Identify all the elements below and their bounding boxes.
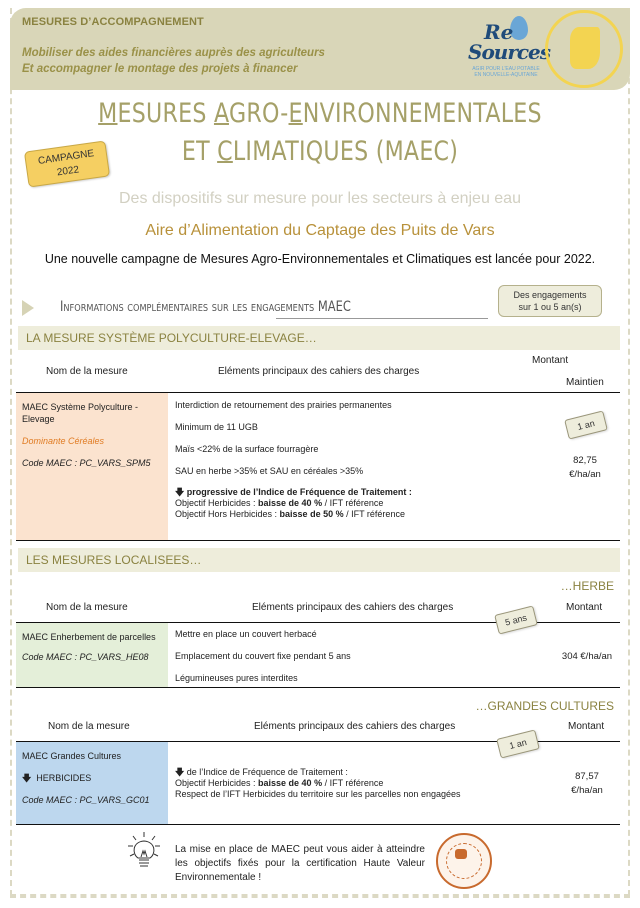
amount-value: 82,75: [573, 455, 597, 466]
ift-label: Objectif Herbicides :: [175, 778, 259, 788]
ift-line: Respect de l’IFT Herbicides du territoire sur les parcelles non engagées: [175, 789, 461, 799]
engagement-line1: Des engagements: [513, 290, 587, 300]
ift-value: baisse de 50 %: [279, 509, 344, 519]
play-arrow-icon: [22, 300, 34, 316]
col-header-amount: Montant: [532, 355, 569, 366]
subtitle-gold: Aire d’Alimentation du Captage des Puits de Vars: [145, 222, 495, 239]
page-title-line1: [58, 98, 583, 129]
title-part: NVIRONNEMENTALES: [302, 98, 542, 129]
table-rule: [16, 540, 620, 541]
amount-value: 87,57: [575, 771, 599, 782]
subtitle-gray: Des dispositifs sur mesure pour les secteurs à enjeu eau: [119, 190, 521, 207]
page-title-line2: [58, 136, 583, 167]
engagement-line2: sur 1 ou 5 an(s): [518, 302, 582, 312]
title-part: ESURES: [117, 98, 214, 129]
measure-dominante: Dominante Céréales: [22, 436, 105, 446]
title-initial-e: E: [288, 98, 303, 129]
section-band-polyculture: LA MESURE SYSTÈME POLYCULTURE-ELEVAGE…: [18, 326, 620, 350]
element-line: Légumineuses pures interdites: [175, 673, 298, 683]
amount-unit: €/ha/an: [571, 785, 603, 796]
col-header-elements: Eléments principaux des cahiers des charges: [254, 721, 456, 732]
table-rule: [16, 687, 620, 688]
ift-label: Objectif Hors Herbicides :: [175, 509, 280, 519]
logo-re-text: Re: [484, 20, 514, 44]
header-kicker: MESURES D’ACCOMPAGNEMENT: [22, 16, 204, 28]
measure-name-cell: [16, 623, 168, 687]
section-band-localisees: LES MESURES LOCALISEES…: [18, 548, 620, 572]
resources-logo: [466, 14, 551, 86]
measure-name: MAEC Enherbement de parcelles: [22, 632, 156, 642]
element-line: Minimum de 11 UGB: [175, 422, 258, 432]
herbicides-label: HERBICIDES: [36, 773, 92, 783]
logo-sources-text: Sources: [468, 40, 551, 64]
duration-tag: 1 an: [496, 729, 540, 758]
title-part: ET: [181, 136, 218, 167]
title-initial-a: A: [213, 98, 229, 129]
down-arrow-icon: 🡇: [22, 773, 32, 783]
amount-cell: [560, 454, 610, 482]
ift-line: [175, 778, 515, 789]
col-header-elements: Eléments principaux des cahiers des charges: [218, 366, 420, 377]
element-line: Interdiction de retournement des prairies permanentes: [175, 400, 392, 410]
measure-elements: [175, 400, 505, 520]
ift-ref: / IFT référence: [322, 498, 384, 508]
measure-code: Code MAEC : PC_VARS_HE08: [22, 652, 149, 662]
measure-herbicides: [22, 772, 162, 784]
ift-line: [175, 498, 505, 509]
title-part: GRO-: [228, 98, 289, 129]
amount-cell: [562, 770, 612, 798]
hve-note: La mise en place de MAEC peut vous aider à atteindre les objectifs fixés pour la certification Haute Valeur Environnementale !: [175, 844, 425, 883]
ift-value: baisse de 40 %: [258, 498, 323, 508]
title-part: LIMATIQUES (MAEC): [232, 136, 459, 167]
info-title: Informations complémentaires sur les engagements MAEC: [60, 299, 351, 315]
measure-elements: [175, 767, 515, 800]
lightbulb-icon: [126, 830, 162, 874]
title-initial-m: M: [98, 98, 118, 129]
intro-text: Une nouvelle campagne de Mesures Agro-Environnementales et Climatiques est lancée pour 2022.: [44, 252, 596, 266]
col-header-name: Nom de la mesure: [46, 366, 128, 377]
logo-tagline: AGIR POUR L'EAU POTABLE EN NOUVELLE-AQUITAINE: [472, 66, 540, 78]
region-map-icon: [570, 27, 600, 69]
subsection-herbe: …HERBE: [560, 579, 614, 593]
measure-name-cell: [16, 393, 168, 540]
ift-title: progressive de l’Indice de Fréquence de Traitement :: [186, 487, 412, 497]
campagne-year: 2022: [56, 164, 80, 179]
col-header-elements: Eléments principaux des cahiers des charges: [252, 602, 454, 613]
element-line: Maïs <22% de la surface fourragère: [175, 444, 319, 454]
measure-code: Code MAEC : PC_VARS_GC01: [22, 795, 150, 805]
ift-label: Objectif Herbicides :: [175, 498, 259, 508]
element-line: Emplacement du couvert fixe pendant 5 ans: [175, 651, 351, 661]
down-arrow-icon: 🡇: [175, 487, 185, 497]
engagement-badge: [498, 285, 602, 317]
ift-ref: / IFT référence: [343, 509, 405, 519]
measure-name: MAEC Grandes Cultures: [22, 751, 122, 761]
table-rule: [16, 824, 620, 825]
info-underline: [276, 318, 488, 319]
region-logo: [545, 10, 623, 88]
title-initial-c: C: [217, 136, 233, 167]
measure-name-cell: [16, 742, 168, 824]
element-line: SAU en herbe >35% et SAU en céréales >35%: [175, 466, 364, 476]
ift-title-line: [175, 767, 515, 778]
col-header-name: Nom de la mesure: [48, 721, 130, 732]
measure-code: Code MAEC : PC_VARS_SPM5: [22, 458, 151, 468]
col-header-amount: Montant: [566, 602, 603, 613]
ift-title: de l’Indice de Fréquence de Traitement :: [186, 767, 348, 777]
col-header-amount: Montant: [568, 721, 605, 732]
col-header-name: Nom de la mesure: [46, 602, 128, 613]
measure-name: MAEC Système Polyculture - Elevage: [22, 402, 139, 424]
bottom-rule: [10, 896, 630, 898]
duration-tag: 1 an: [564, 410, 608, 439]
header-subtitle-line1: Mobiliser des aides financières auprès des agriculteurs: [22, 47, 325, 59]
header-subtitle-line2: Et accompagner le montage des projets à financer: [22, 63, 298, 75]
ift-ref: / IFT référence: [322, 778, 384, 788]
ift-title-line: [175, 487, 505, 498]
seal-emblem: [455, 849, 467, 859]
element-line: Mettre en place un couvert herbacé: [175, 629, 317, 639]
campagne-label: CAMPAGNE: [37, 148, 95, 167]
subsection-grandes-cultures: …GRANDES CULTURES: [475, 699, 614, 713]
ift-line: [175, 509, 505, 520]
amount-value: 304 €/ha/an: [561, 651, 613, 662]
amount-unit: €/ha/an: [569, 469, 601, 480]
down-arrow-icon: 🡇: [175, 767, 185, 777]
measure-elements: [175, 629, 505, 684]
hve-seal-icon: [436, 833, 492, 889]
duration-tag: 5 ans: [494, 605, 538, 634]
col-header-maintien: Maintien: [566, 377, 604, 388]
ift-value: baisse de 40 %: [258, 778, 323, 788]
